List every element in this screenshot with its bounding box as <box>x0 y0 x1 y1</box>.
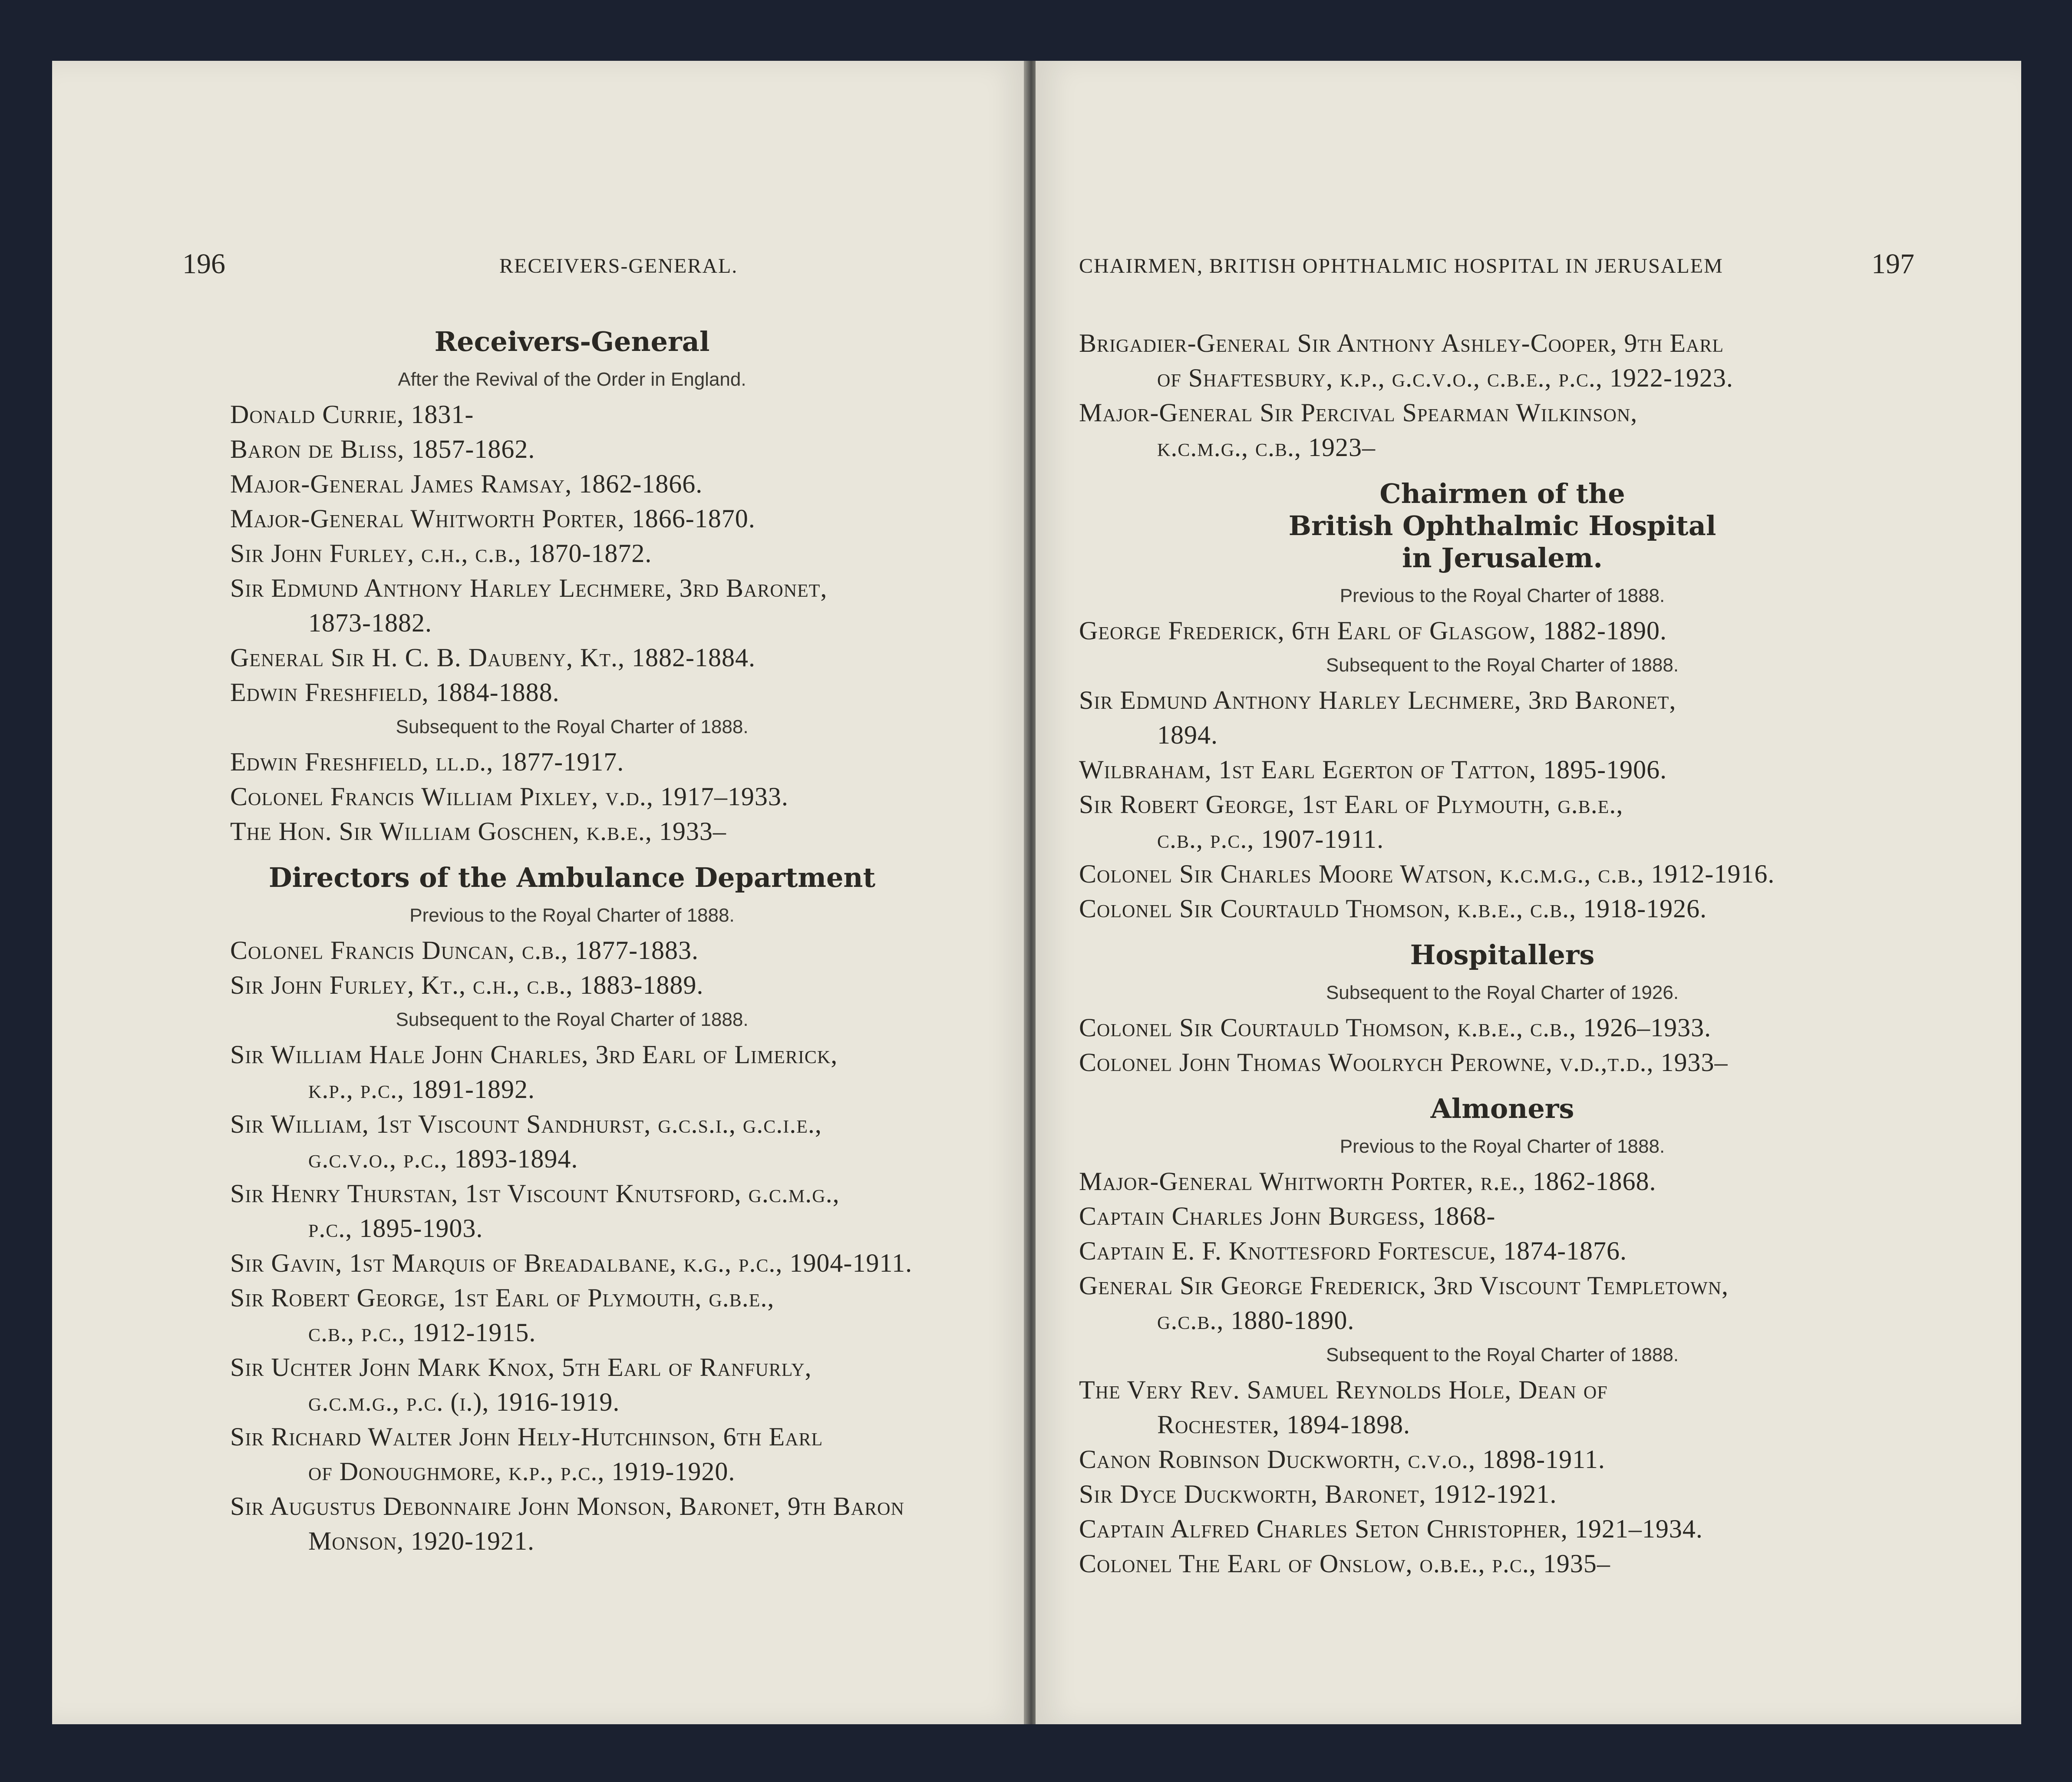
list-entry <box>230 397 914 432</box>
list-entry <box>1079 1442 1926 1477</box>
list-entry <box>1079 1372 1926 1442</box>
entry-line: Sir John Furley, c.h., c.b., 1870-1872. <box>230 539 652 568</box>
list-entry <box>230 814 914 849</box>
list-entry <box>230 744 914 779</box>
entry-line: Colonel Francis William Pixley, v.d., 1917–1933. <box>230 782 789 811</box>
group-note: Subsequent to the Royal Charter of 1926. <box>1326 982 1679 1003</box>
list-entry <box>230 1176 914 1246</box>
entry-line: Sir Edmund Anthony Harley Lechmere, 3rd Baronet, <box>1079 686 1676 714</box>
entry-line: Major-General Whitworth Porter, 1866-1870. <box>230 504 756 533</box>
entry-line: Canon Robinson Duckworth, c.v.o., 1898-1911. <box>1079 1445 1605 1474</box>
page-number: 197 <box>1871 248 1914 280</box>
section-heading: Hospitallers <box>1410 939 1595 971</box>
entry-line: Captain E. F. Knottesford Fortescue, 1874-1876. <box>1079 1236 1627 1265</box>
entry-continuation: g.c.m.g., p.c. (i.), 1916-1919. <box>308 1388 620 1416</box>
entry-continuation: g.c.b., 1880-1890. <box>1157 1306 1355 1335</box>
entry-line: Donald Currie, 1831- <box>230 400 474 429</box>
entry-line: General Sir George Frederick, 3rd Viscount Templetown, <box>1079 1271 1729 1300</box>
list-entry <box>230 1280 914 1350</box>
section-heading: Receivers-General <box>434 326 710 357</box>
list-entry <box>1079 1199 1926 1233</box>
entry-line: Wilbraham, 1st Earl Egerton of Tatton, 1895-1906. <box>1079 755 1667 784</box>
heading-line: Chairmen of the <box>1379 478 1625 509</box>
group-note: Subsequent to the Royal Charter of 1888. <box>1326 1344 1679 1365</box>
list-entry <box>1079 1268 1926 1338</box>
right-page <box>1036 61 2021 1724</box>
list-entry <box>230 1107 914 1176</box>
entry-continuation: k.p., p.c., 1891-1892. <box>308 1075 535 1104</box>
list-entry <box>1079 752 1926 787</box>
list-entry <box>1079 613 1926 648</box>
list-entry <box>1079 1010 1926 1045</box>
group-note: Subsequent to the Royal Charter of 1888. <box>396 1009 749 1030</box>
list-entry <box>230 933 914 968</box>
group-note: Subsequent to the Royal Charter of 1888. <box>396 716 749 737</box>
entry-continuation: Monson, 1920-1921. <box>308 1527 535 1555</box>
entry-line: Sir William Hale John Charles, 3rd Earl of Limerick, <box>230 1040 838 1069</box>
entry-continuation: g.c.v.o., p.c., 1893-1894. <box>308 1144 578 1173</box>
entry-line: Sir Augustus Debonnaire John Monson, Baronet, 9th Baron <box>230 1492 904 1521</box>
entry-line: Edwin Freshfield, 1884-1888. <box>230 678 560 707</box>
entry-line: Colonel The Earl of Onslow, o.b.e., p.c., 1935– <box>1079 1549 1610 1578</box>
list-entry <box>1079 787 1926 856</box>
list-entry <box>230 968 914 1002</box>
entry-continuation: of Donoughmore, k.p., p.c., 1919-1920. <box>308 1457 736 1486</box>
list-entry <box>1079 1233 1926 1268</box>
entry-line: General Sir H. C. B. Daubeny, Kt., 1882-1884. <box>230 643 756 672</box>
entry-line: Sir Gavin, 1st Marquis of Breadalbane, k.g., p.c., 1904-1911. <box>230 1249 913 1277</box>
list-entry <box>1079 1546 1926 1581</box>
entry-continuation: of Shaftesbury, k.p., g.c.v.o., c.b.e., p.c., 1922-1923. <box>1157 364 1733 392</box>
heading-line: in Jerusalem. <box>1402 542 1603 574</box>
list-entry <box>1079 1045 1926 1080</box>
entry-line: Captain Alfred Charles Seton Christopher, 1921–1934. <box>1079 1514 1703 1543</box>
section-heading: Almoners <box>1430 1093 1574 1124</box>
list-entry <box>1079 326 1926 395</box>
entry-line: Colonel Francis Duncan, c.b., 1877-1883. <box>230 936 699 965</box>
entry-line: Sir William, 1st Viscount Sandhurst, g.c.s.i., g.c.i.e., <box>230 1110 822 1138</box>
list-entry <box>230 1350 914 1419</box>
entry-continuation: c.b., p.c., 1907-1911. <box>1157 825 1384 853</box>
entry-line: Sir Richard Walter John Hely-Hutchinson, 6th Earl <box>230 1422 823 1451</box>
entry-line: Brigadier-General Sir Anthony Ashley-Cooper, 9th Earl <box>1079 329 1724 357</box>
list-entry <box>1079 1511 1926 1546</box>
group-note: Previous to the Royal Charter of 1888. <box>1340 1136 1665 1157</box>
list-entry <box>1079 1477 1926 1511</box>
entry-continuation: p.c., 1895-1903. <box>308 1214 483 1243</box>
entry-line: Major-General Whitworth Porter, r.e., 1862-1868. <box>1079 1167 1656 1196</box>
entry-line: Colonel Sir Courtauld Thomson, k.b.e., c.b., 1918-1926. <box>1079 894 1707 923</box>
entry-continuation: 1873-1882. <box>308 608 432 637</box>
entry-line: Sir John Furley, Kt., c.h., c.b., 1883-1889. <box>230 971 704 999</box>
group-note: Previous to the Royal Charter of 1888. <box>409 905 735 926</box>
running-head: CHAIRMEN, BRITISH OPHTHALMIC HOSPITAL IN JERUSALEM <box>1079 255 1723 278</box>
list-entry <box>230 571 914 640</box>
entry-line: Sir Robert George, 1st Earl of Plymouth, g.b.e., <box>230 1283 775 1312</box>
entry-continuation: k.c.m.g., c.b., 1923– <box>1157 433 1376 462</box>
left-page <box>52 61 1027 1724</box>
entry-line: Edwin Freshfield, ll.d., 1877-1917. <box>230 747 624 776</box>
list-entry <box>1079 395 1926 465</box>
list-entry <box>230 1246 914 1280</box>
entry-line: The Hon. Sir William Goschen, k.b.e., 1933– <box>230 817 726 846</box>
entry-line: Sir Robert George, 1st Earl of Plymouth, g.b.e., <box>1079 790 1623 819</box>
group-note: After the Revival of the Order in England. <box>398 369 746 390</box>
entry-continuation: Rochester, 1894-1898. <box>1157 1410 1411 1439</box>
entry-line: Sir Uchter John Mark Knox, 5th Earl of Ranfurly, <box>230 1353 812 1382</box>
list-entry <box>230 1419 914 1489</box>
entry-continuation: c.b., p.c., 1912-1915. <box>308 1318 536 1347</box>
entry-line: The Very Rev. Samuel Reynolds Hole, Dean of <box>1079 1375 1608 1404</box>
list-entry <box>230 1489 914 1558</box>
list-entry <box>1079 1164 1926 1199</box>
right-page-body <box>1036 326 2021 1581</box>
list-entry <box>230 779 914 814</box>
group-note: Subsequent to the Royal Charter of 1888. <box>1326 655 1679 676</box>
entry-line: Colonel John Thomas Woolrych Perowne, v.d.,t.d., 1933– <box>1079 1048 1728 1077</box>
list-entry <box>230 536 914 571</box>
list-entry <box>230 1037 914 1107</box>
list-entry <box>230 466 914 501</box>
entry-line: George Frederick, 6th Earl of Glasgow, 1882-1890. <box>1079 616 1667 645</box>
left-page-body <box>52 326 1027 1558</box>
entry-continuation: 1894. <box>1157 721 1218 749</box>
section-heading: Directors of the Ambulance Department <box>268 862 876 893</box>
list-entry <box>230 640 914 675</box>
entry-line: Baron de Bliss, 1857-1862. <box>230 435 535 463</box>
list-entry <box>1079 891 1926 926</box>
section-heading <box>1079 478 1926 574</box>
entry-line: Colonel Sir Charles Moore Watson, k.c.m.g., c.b., 1912-1916. <box>1079 860 1775 888</box>
entry-line: Sir Henry Thurstan, 1st Viscount Knutsford, g.c.m.g., <box>230 1179 840 1208</box>
group-note: Previous to the Royal Charter of 1888. <box>1340 585 1665 606</box>
running-head: RECEIVERS-GENERAL. <box>499 255 738 278</box>
list-entry <box>230 432 914 466</box>
entry-line: Major-General James Ramsay, 1862-1866. <box>230 469 703 498</box>
list-entry <box>1079 856 1926 891</box>
entry-line: Sir Dyce Duckworth, Baronet, 1912-1921. <box>1079 1480 1557 1508</box>
entry-line: Colonel Sir Courtauld Thomson, k.b.e., c.b., 1926–1933. <box>1079 1013 1712 1042</box>
heading-line: British Ophthalmic Hospital <box>1288 510 1716 542</box>
list-entry <box>230 501 914 536</box>
entry-line: Major-General Sir Percival Spearman Wilkinson, <box>1079 398 1638 427</box>
entry-line: Captain Charles John Burgess, 1868- <box>1079 1202 1496 1230</box>
list-entry <box>230 675 914 710</box>
page-number: 196 <box>182 248 225 280</box>
entry-line: Sir Edmund Anthony Harley Lechmere, 3rd Baronet, <box>230 574 828 602</box>
list-entry <box>1079 683 1926 752</box>
